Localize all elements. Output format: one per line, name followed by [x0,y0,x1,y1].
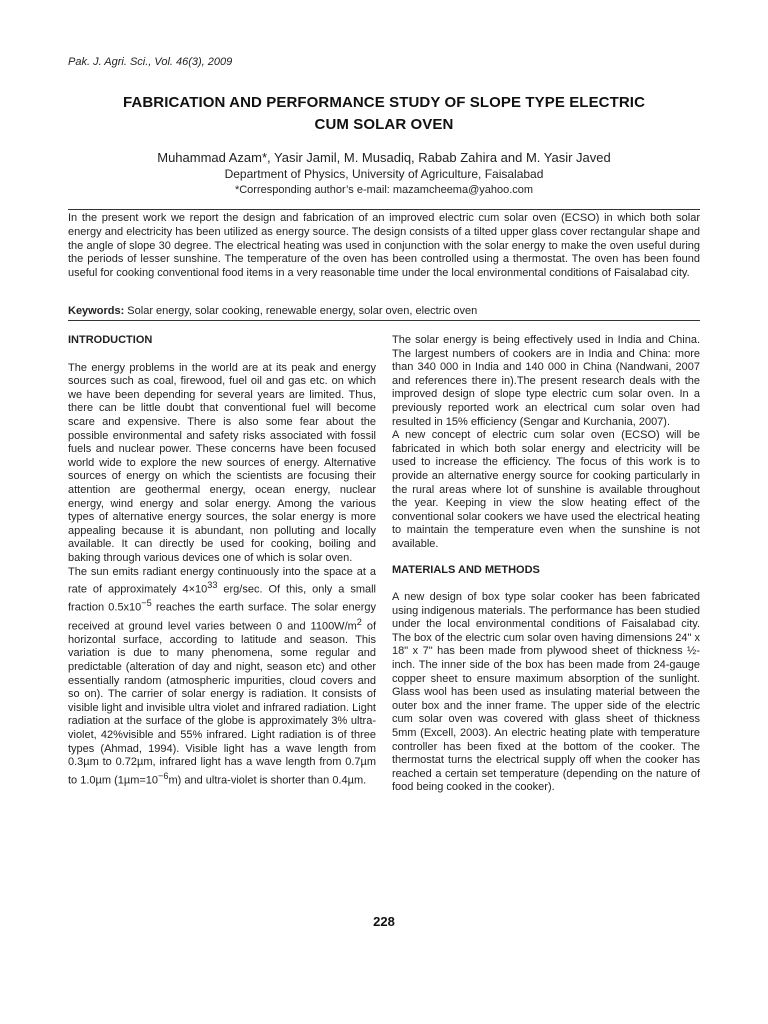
right-column [392,334,700,795]
abstract-bottom-rule [68,320,700,321]
intro-paragraph-2 [68,566,376,789]
keywords-label: Keywords: [68,305,125,317]
methods-paragraph-1: A new design of box type solar cooker has been fabricated using indigenous materials. The performance has been studied under the local environmental conditions of Faisalabad city. The box of the electric cum solar oven having dimensions 24" x 18" x 7" has been made from plywood sheet of thickness ½-inch. The inner side of the box has been made from 24-gauge copper sheet to ensure maximum absorption of the sunlight. Glass wool has been used as insulating material between the outer box and the inner frame. The upper side of the electric cum solar oven was covered with glass sheet of thickness 5mm (Excell, 2003). An electric heating plate with temperature controller has been fixed at the bottom of the cooker. The thermostat turns the electrical supply off when the cooker has reached a certain set temperature (depending on the nature of food being cooked in the cooker). [392,591,700,794]
intro-p2-part-d: of horizontal surface, according to latitude and season. This variation is due to many phenomena, some regular and predictable (alteration of day and night, season etc) and other essentially random (atmospheric impurities, cloud covers and so on). The carrier of solar energy is radiation. It consists of visible light and invisible ultra violet and infrared radiation. Light radiation at the surface of the globe is approximately 3% ultra-violet, 42%visible and 55% infrared. Light radiation is of three types (Ahmad, 1994). Visible light has a wave length from 0.3µm to 0.72µm, infrared light has a wave length from 0.7µm to 1.0µm (1µm=10 [68,620,377,787]
intro-paragraph-4: A new concept of electric cum solar oven (ECSO) will be fabricated in which both solar energy and electricity will be used to increase the efficiency. The focus of this work is to provide an alternative energy source for cooking particularly in the rural areas where lot of sunshine is available throughout the year. Keeping in view the slow heating effect of the conventional solar cookers we have used the electrical heating to maintain the temperature even when the sunshine is not available. [392,429,700,550]
intro-p2-sup-a: 33 [207,580,218,591]
journal-citation: Pak. J. Agri. Sci., Vol. 46(3), 2009 [68,56,233,68]
intro-p2-part-e: m) and ultra-violet is shorter than 0.4µm. [168,774,367,787]
abstract-text: In the present work we report the design and fabrication of an improved electric cum solar oven (ECSO) in which both solar energy and electricity has been utilized as energy source. The design consists of a tilted upper glass cover rectangular shape and the angle of slope 30 degree. The electrical heating was used in conjunction with the solar energy to make the oven useful during the periods of lesser sunshine. The temperature of the oven has been controlled using a thermostat. The oven has been found useful for cooking conventional food items in a very reasonable time under the local environmental conditions of Faisalabad city. [68,212,700,280]
keywords-text: Solar energy, solar cooking, renewable energy, solar oven, electric oven [124,305,478,317]
intro-paragraph-1: The energy problems in the world are at its peak and energy sources such as coal, firewood, fuel oil and gas etc. on which we have been depending for several years are limited. Thus, there can be little doubt that conventional fuel will become scare and expensive. There is also some fear about the possible environmental and safety risks associated with fossil fuels and nuclear power. These concerns have been focused world wide to explore the new sources of energy. Alternative sources of energy on which the scientists are focusing their attention are geothermal energy, ocean energy, nuclear energy, wind energy and solar energy. Among the various types of alternative energy sources, the solar energy is more appealing because it is abundant, non polluting and locally available. It can directly be used for cooking, boiling and baking through various devices one of which is solar oven. [68,361,376,564]
author-list: Muhammad Azam*, Yasir Jamil, M. Musadiq, Rabab Zahira and M. Yasir Javed [157,150,611,165]
corresponding-email: *Corresponding author’s e-mail: mazamcheema@yahoo.com [234,184,534,196]
methods-heading: MATERIALS AND METHODS [392,563,540,576]
keywords-line [68,304,700,318]
intro-p2-part-b: erg/sec. Of this, only a small fraction 0.5x10 [68,583,376,614]
title-line-2: CUM SOLAR OVEN [314,116,454,133]
abstract-top-rule [68,209,700,210]
intro-p2-part-a: The sun emits radiant energy continuously into the space at a rate of approximately 4×10 [68,565,376,596]
introduction-heading: INTRODUCTION [68,334,153,346]
intro-p2-part-c: reaches the earth surface. The solar energy received at ground level varies between 0 and 1100W/m [68,602,376,633]
intro-p2-sup-d: −6 [158,770,169,781]
intro-p2-sup-b: −5 [141,598,152,609]
affiliation: Department of Physics, University of Agriculture, Faisalabad [224,167,544,181]
intro-p2-sup-c: 2 [356,616,362,627]
left-column [68,334,376,788]
page-number: 228 [373,914,395,929]
title-line-1: FABRICATION AND PERFORMANCE STUDY OF SLOPE TYPE ELECTRIC [122,94,645,111]
paper-title [60,92,708,136]
intro-paragraph-3: The solar energy is being effectively used in India and China. The largest numbers of cookers are in India and China: more than 340 000 in India and 140 000 in China (Nandwani, 2007 and references there in).The present research deals with the improved design of slope type electric cum solar oven. In a previously reported work an electrical cum solar oven had resulted in 15% efficiency (Sengar and Kurchania, 2007). [392,334,700,428]
